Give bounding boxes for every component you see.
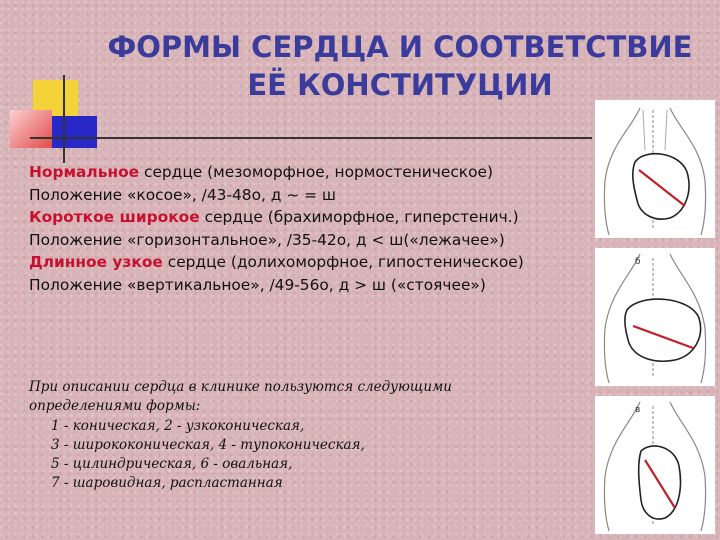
heart-figure-normal: [595, 100, 715, 238]
chest-heart-diagram: [595, 248, 715, 386]
clinical-note: [29, 378, 589, 494]
highlight-term: Короткое широкое: [29, 208, 200, 226]
note-item: 1 - коническая, 2 - узкоконическая,: [51, 417, 305, 434]
line-text: Положение «косое», /43-48о, д ~ = ш: [29, 185, 336, 204]
heart-figures: [595, 100, 715, 535]
text-line: [29, 274, 599, 297]
text-line: [29, 161, 599, 184]
line-text: сердце (долихоморфное, гипостеническое): [162, 253, 524, 271]
note-item: 5 - цилиндрическая, 6 - овальная,: [51, 456, 293, 473]
title-line-1: ФОРМЫ СЕРДЦА И СООТВЕТСТВИЕ: [107, 30, 693, 64]
decor-red-square: [10, 110, 52, 148]
text-line: [29, 251, 599, 274]
note-item: 3 - ширококоническая, 4 - тупоконическая,: [51, 436, 365, 453]
figure-label: в: [635, 405, 641, 415]
decor-horizontal-line: [30, 137, 592, 139]
line-text: сердце (брахиморфное, гиперстенич.): [199, 208, 519, 226]
line-text: Положение «вертикальное», /49-56о, д > ш («стоячее»): [29, 275, 486, 294]
text-line: [29, 206, 599, 229]
decor-vertical-line: [63, 75, 65, 163]
text-line: [29, 184, 599, 207]
decor-blue-square: [52, 116, 97, 148]
highlight-term: Длинное узкое: [29, 253, 163, 271]
note-intro-2: определениями формы:: [29, 398, 201, 415]
note-item: 7 - шаровидная, распластанная: [51, 475, 283, 492]
highlight-term: Нормальное: [29, 163, 140, 181]
figure-label: б: [635, 257, 641, 267]
slide-title: [80, 28, 720, 104]
heart-figure-wide: [595, 248, 715, 386]
line-text: Положение «горизонтальное», /35-42о, д < ш(«лежачее»): [29, 230, 505, 249]
heart-forms-text: [29, 161, 599, 296]
note-intro-1: При описании сердца в клинике пользуются следующими: [29, 379, 452, 395]
line-text: сердце (мезоморфное, нормостеническое): [139, 163, 493, 181]
chest-heart-diagram: [595, 396, 715, 534]
chest-heart-diagram: [595, 100, 715, 238]
title-line-2: ЕЁ КОНСТИТУЦИИ: [247, 68, 553, 102]
heart-figure-narrow: [595, 396, 715, 534]
text-line: [29, 229, 599, 252]
